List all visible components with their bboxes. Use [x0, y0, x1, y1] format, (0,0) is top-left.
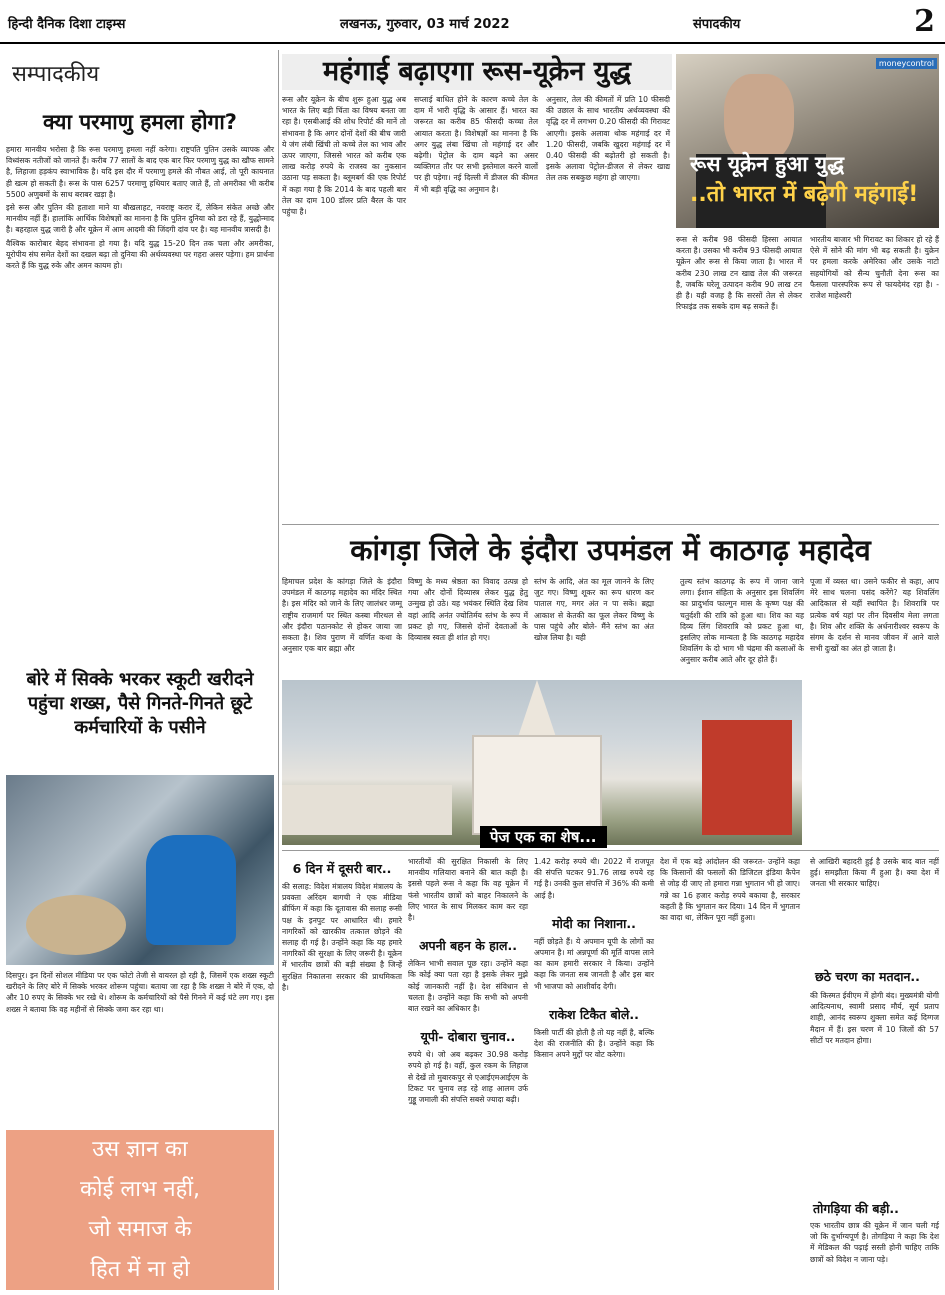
story-body: रुपये थे। जो अब बढ़कर 30.98 करोड़ रुपये हो गई है। वहीं, कुल रकम के लिहाज से देखें तो मुबारकपुर से एआईएमआईएम के टिकट पर चुनाव लड़ रहे शाह आलम उर्फ गुड्डू जमाली की संपत्ति सबसे ज्यादा बढ़ी।: [408, 1050, 528, 1105]
editorial-paragraph: इसे रूस और पुतिन की हताशा माने या बौखलाहट, नवराष्ट्र करार दें, लेकिन संकेत अच्छे और मानवीय नहीं हैं। हालांकि आर्थिक विशेषज्ञों का मानना है कि पुतिन दुनिया को डरा रहे हैं, युद्धोन्माद है। बहरहाल युद्ध जारी है और यूक्रेन में आम आदमी की जिंदगी दांव पर है। यह मानवीय त्रासदी है।: [6, 203, 274, 235]
kangra-column: स्तंभ के आदि, अंत का मूल जानने के लिए जुट गए। विष्णु शूकर का रूप धारण कर पाताल गए, मगर अंत न पा सके। ब्रह्मा आकाश से केतकी का फूल लेकर विष्णु के पास पहुंचे और बोले- मैंने स्तंभ का अंत खोज लिया है। यही: [534, 577, 654, 643]
editorial-headline: क्या परमाणु हमला होगा?: [43, 110, 237, 134]
story-body: भारतीयों की सुरक्षित निकासी के लिए मानवीय गलियारा बनाने की बात कही है। इससे पहले रूस ने कहा कि वह यूक्रेन में फंसे भारतीय छात्रों को बाहर निकालने के लिए भारत के साथ मिलकर काम कर रहा है।: [408, 857, 528, 923]
bottom-column-1: [282, 856, 402, 993]
quote-line: हित में ना हो: [90, 1257, 190, 1282]
editorial-column: [6, 54, 274, 273]
scooter-story-body: दिसपुर। इन दिनों सोशल मीडिया पर एक फोटो तेजी से वायरल हो रही है, जिसमें एक शख्स स्कूटी खरीदने के लिए बोरे में सिक्के भरकर शोरूम पहुंचा। बताया जा रहा है कि शख्स ने बोरे में एक, दो और 10 रुपए के सिक्के भर रखे थे। शोरूम के कर्मचारियों को पैसे गिनने में कई घंटे लग गए। इस शख्स ने बताया कि वह महीनों से सिक्के जमा कर रहा था।: [6, 971, 274, 1014]
editorial-paragraph: वैश्विक कारोबार बेहद संभावना हो गया है। यदि युद्ध 15-20 दिन तक चला और अमरीका, यूरोपीय संघ समेत देशों का दखल बढ़ा तो दुनिया की अर्थव्यवस्था पर गहरा असर पड़ेगा। हम प्रार्थना करते हैं कि युद्ध रुके और अमन कायम हो।: [6, 238, 274, 271]
bottom-column-4: [660, 856, 800, 923]
caption-line: रूस यूक्रेन हुआ युद्ध: [690, 152, 844, 176]
story-body: 1.42 करोड़ रुपये थी। 2022 में राजपूत की संपत्ति घटकर 91.76 लाख रुपये रह गई है। उनकी कुल संपत्ति में 36% की कमी आई है।: [534, 857, 654, 900]
continued-label: पेज एक का शेष...: [480, 826, 607, 848]
temple-gate: [702, 720, 792, 835]
war-photo-caption: [690, 150, 930, 208]
section-divider: [282, 524, 939, 525]
editorial-body: [6, 144, 274, 271]
quote-line: उस ज्ञान का: [92, 1137, 188, 1162]
scooter-shape: [146, 835, 236, 945]
bottom-column-5: [810, 856, 939, 890]
newspaper-name: हिन्दी दैनिक दिशा टाइम्स: [8, 17, 126, 32]
lead-continued-column: रूस से करीब 98 फीसदी हिस्सा आयात करता है। उसका भी करीब 93 फीसदी आयात यूक्रेन और रूस से किया जाता है। भारत में करीब 230 लाख टन खाद्य तेल की जरूरत है, जबकि घरेलू उत्पादन करीब 90 लाख टन ही है। यही वजह है कि सरसों तेल से लेकर रिफाइंड तक सबके दाम बढ़ सकते हैं।: [676, 235, 802, 312]
column-divider: [278, 50, 279, 1290]
story-body: लेकिन भाभी सवाल पूछ रहा। उन्होंने कहा कि कोई क्या पता रहा है इसके लेकर मुझे कोई जानकारी नहीं है। देश संविधान से चलता है। उन्होंने कहा कि सभी को अपनी बात रखने का अधिकार है।: [408, 959, 528, 1014]
story-headline: 6 दिन में दूसरी बार..: [292, 861, 392, 876]
lead-column: सप्लाई बाधित होने के कारण कच्चे तेल के दाम में भारी वृद्धि के आसार हैं। भारत का जरूरत का करीब 85 फीसदी कच्चा तेल आयात करता है। विशेषज्ञों का मानना है कि अगर युद्ध लंबा खिंचा तो महंगाई दर और बढ़ेगी। पेट्रोल के दाम बढ़ने का असर व्यक्तिगत तौर पर सभी इस्तेमाल करने वालों पर ही पड़ेगा। नई दिल्ली में डीजल की कीमत में भी बड़ी वृद्धि का अनुमान है।: [414, 95, 538, 194]
masthead: [0, 0, 945, 44]
story-body: नहीं छोड़ते हैं। ये अपमान यूपी के लोगों का अपमान है। मां अन्नपूर्णा की मूर्ति वापस लाने का काम हमारी सरकार ने किया। उन्होंने कहा कि जनता सब जानती है और इस बार भी भाजपा को आशीर्वाद देगी।: [534, 936, 654, 991]
kangra-column: पूजा में व्यस्त था। उसने फकीर से कहा, आप मेरे साथ चलना पसंद करेंगे? यह शिवलिंग आदिकाल से यहीं स्थापित है। शिवरात्रि पर प्रत्येक वर्ष यहां पर तीन दिवसीय मेला लगता है। शिव और शक्ति के अर्धनारीश्वर स्वरूप के संगम के दर्शन से मानव जीवन में आने वाले सभी दुःखों का अंत हो जाता है।: [810, 577, 939, 654]
story-body: से आखिरी बहादरी हुई है उसके बाद बात नहीं हुई। समझौता किया मैं हुआ है। क्या देश में जनता भी सरकार चाहिए।: [810, 857, 939, 889]
bottom-column-2: [408, 856, 528, 1105]
lead-column: रूस और यूक्रेन के बीच शुरू हुआ युद्ध अब भारत के लिए बड़ी चिंता का विषय बनता जा रहा है। एसबीआई की शोध रिपोर्ट की मानें तो संभावना है कि अगर दोनों देशों की बीच जारी ये जंग लंबी खिंची तो कच्चे तेल का भाव और ऊपर जाएगा, जिससे भारत को करीब एक लाख करोड़ रुपये के राजस्व का नुकसान उठाना पड़ सकता है। ब्लूमबर्ग की एक रिपोर्ट में कहा गया है कि 2014 के बाद पहली बार तेल का दाम 100 डॉलर प्रति बैरल के पार पहुंचा है।: [282, 95, 406, 217]
section-divider: [282, 850, 939, 851]
editorial-paragraph: हमारा मानवीय भरोसा है कि रूस परमाणु हमला नहीं करेगा। राष्ट्रपति पुतिन उसके व्यापक और विध्वंसक नतीजों को जानते हैं। करीब 77 सालों के बाद एक बार फिर परमाणु युद्ध का खौफ सामने है, लिहाजा हड़कंप स्वाभाविक है। यदि इस दौर में परमाणु हमले की नौबत आई, तो पूरी कायनात ही खत्म हो सकती है। रूस के पास 6257 परमाणु हथियार बताए जाते हैं, तो अमरीका भी करीब 5500 अणुबमों के साथ बराबर खड़ा है।: [6, 145, 274, 199]
scooter-photo: [6, 775, 274, 965]
story-body: की किस्मत ईवीएम में होगी बंद। मुख्यमंत्री योगी आदित्यनाथ, स्वामी प्रसाद मौर्य, सूर्य प्रताप शाही, आनंद स्वरूप शुक्ला समेत कई दिग्गज मैदान में हैं। इस चरण में 10 जिलों की 57 सीटों पर मतदान होगा।: [810, 991, 939, 1045]
story-headline: छठे चरण का मतदान..: [815, 969, 920, 984]
dateline: लखनऊ, गुरुवार, 03 मार्च 2022: [340, 17, 510, 32]
lead-continued-column: भारतीय बाजार भी गिरावट का शिकार हो रहे हैं ऐसे में सोने की मांग भी बढ़ सकती है। युक्रेन पर हमला करके अमेरिका और उसके नाटो सहयोगियों को सैन्य चुनौती देना रूस का फैसला पारस्परिक रूप से फायदेमंद रहा है। - राजेश माहेश्वरी: [810, 235, 939, 301]
temple-building: [472, 735, 602, 835]
story-headline: राकेश टिकैत बोले..: [549, 1006, 639, 1022]
coin-basket-shape: [26, 895, 126, 955]
story-headline: तोगड़िया की बड़ी..: [813, 1201, 899, 1216]
quote-line: जो समाज के: [88, 1217, 192, 1242]
kangra-column: तुल्य स्तंभ काठगढ़ के रूप में जाना जाने लगा। ईशान संहिता के अनुसार इस शिवलिंग का प्रादुर्भाव फाल्गुन मास के कृष्ण पक्ष की चतुर्दशी की रात्रि को हुआ था। शिव का यह दिव्य लिंग शिवरात्रि को प्रकट हुआ था, इसलिए लोक मान्यता है कि काठगढ़ महादेव शिवलिंग के दो भाग भी चंद्रमा की कलाओं के अनुसार करीब आते और दूर होते हैं।: [680, 577, 804, 665]
section-name: संपादकीय: [693, 17, 741, 32]
story-headline: अपनी बहन के हाल..: [418, 938, 518, 954]
page-number: 2: [914, 4, 935, 39]
quote-box: [6, 1130, 274, 1290]
lead-headline: महंगाई बढ़ाएगा रूस-यूक्रेन युद्ध: [282, 54, 672, 90]
story-body: देश में एक बड़े आंदोलन की जरूरत- उन्होंने कहा कि किसानों की फसलों की डिजिटल इंडिया कैपेन से जोड़ दी जाए तो हमारा गन्ना भुगतान भी हो जाए। गन्ने का 16 हजार करोड़ रुपये बकाया है, सरकार कहती है कि भुगतान कर दिया। 14 दिन में भुगतान का वादा था, लेकिन पूरा नहीं हुआ।: [660, 857, 800, 923]
bottom-column-3: [534, 856, 654, 1060]
story-body: एक भारतीय छात्र की यूक्रेन में जान चली गई जो कि दुर्भाग्यपूर्ण है। तोगड़िया ने कहा कि देश में मेडिकल की पढ़ाई सस्ती होनी चाहिए ताकि छात्रों को विदेश न जाना पड़े।: [810, 1221, 939, 1264]
quote-line: कोई लाभ नहीं,: [79, 1177, 201, 1202]
kangra-column: विष्णु के मध्य श्रेष्ठता का विवाद उत्पन्न हो गया और दोनों दिव्यास्त्र लेकर युद्ध हेतु उन्मुख हो उठे। यह भयंकर स्थिति देख शिव वहां आदि अनंत ज्योतिर्मय स्तंभ के रूप में प्रकट हो गए, जिससे दोनों देवताओं के दिव्यास्त्र स्वतः ही शांत हो गए।: [408, 577, 528, 643]
story-body: किसी पार्टी की होती है तो यह नहीं है, बल्कि देश की राजनीति की है। उन्होंने कहा कि किसान अपने मुद्दों पर वोट करेगा।: [534, 1027, 654, 1060]
kangra-column: हिमाचल प्रदेश के कांगड़ा जिले के इंदौरा उपमंडल में काठगढ़ महादेव का मंदिर स्थित है। इस मंदिर को जाने के लिए जालंधर जम्मू राष्ट्रीय राजमार्ग पर स्थित कस्बा मीरथल से और इंदौरा पठानकोट से होकर जाया जा सकता है। शिव पुराण में वर्णित कथा के अनुसार एक बार ब्रह्मा और: [282, 577, 402, 654]
lead-column: अनुसार, तेल की कीमतों में प्रति 10 फीसदी की उछाल के साथ भारतीय अर्थव्यवस्था की वृद्धि दर में लगभग 0.20 फीसदी की गिरावट आएगी। इसके अलावा थोक महंगाई दर में 1.20 फीसदी, जबकि खुदरा महंगाई दर में 0.40 फीसदी की बढ़ोतरी हो सकती है। इसके अलावा पेट्रोल-डीजल से लेकर खाद्य तेल तक सबकुछ महंगा हो जाएगा।: [546, 95, 670, 183]
temple-wall: [282, 785, 452, 835]
scooter-story-headline: बोरे में सिक्के भरकर स्कूटी खरीदने पहुंचा शख्स, पैसे गिनते-गिनते छूटे कर्मचारियों के पसीने: [26, 669, 254, 738]
editorial-label: सम्पादकीय: [12, 62, 100, 87]
caption-line: ..तो भारत में बढ़ेगी महंगाई!: [690, 182, 919, 207]
story-headline: यूपी- दोबारा चुनाव..: [420, 1029, 516, 1045]
temple-photo: [282, 680, 802, 845]
story-body: की सलाह: विदेश मंत्रालय विदेश मंत्रालय के प्रवक्ता अरिंदम बागची ने एक मीडिया ब्रीफिंग में कहा कि दूतावास की सलाह रूसी पक्ष के इनपुट पर आधारित थी। हमारे नागरिकों को खारकीव तत्काल छोड़ने की सलाह दी गई है। उन्होंने कहा कि यह हमारे नागरिकों की सुरक्षा के लिए जरूरी है। यूक्रेन में भारतीय छात्रों की बड़ी संख्या है जिन्हें सुरक्षित निकालना सरकार की प्राथमिकता है।: [282, 882, 402, 992]
photo-logo: moneycontrol: [876, 58, 937, 69]
kangra-headline: कांगड़ा जिले के इंदौरा उपमंडल में काठगढ़ महादेव: [350, 533, 871, 567]
temple-spire: [517, 680, 557, 740]
story-headline: मोदी का निशाना..: [552, 915, 636, 931]
